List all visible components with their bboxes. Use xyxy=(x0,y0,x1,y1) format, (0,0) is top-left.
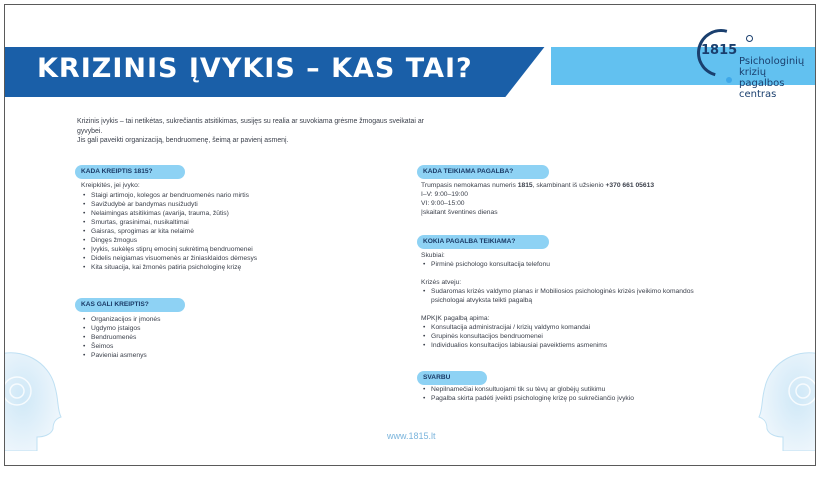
list-item: • Organizacijos ir įmonės xyxy=(81,315,281,324)
section-heading-when-contact: KADA KREIPTIS 1815? xyxy=(75,165,185,179)
how-help-section xyxy=(421,251,711,350)
foreign-phone: +370 661 05613 xyxy=(605,182,655,189)
slide xyxy=(4,4,816,466)
who-contact-section xyxy=(81,315,281,360)
list-item: • Didelis neigiamas visuomenės ar žiniasklaidos dėmesys xyxy=(81,254,401,263)
holiday-note: Įskaitant šventines dienas xyxy=(421,209,498,216)
head-silhouette-left-icon xyxy=(4,343,63,451)
when-contact-lead: Kreipkitės, jei įvyko: xyxy=(81,182,140,189)
hours-saturday: VI: 9:00–15:00 xyxy=(421,200,465,207)
crisis-list xyxy=(421,287,711,305)
intro-line-1: Krizinis įvykis – tai netikėtas, sukrečiantis atsitikimas, susijęs su realia ar suvokiama grėsme žmogaus sveikatai ar gyvybei. xyxy=(77,118,424,135)
logo-1815 xyxy=(697,23,807,100)
website-link[interactable]: www.1815.lt xyxy=(387,431,436,441)
list-item: • Dingęs žmogus xyxy=(81,236,401,245)
when-contact-list xyxy=(81,191,401,272)
list-item: • Bendruomenės xyxy=(81,333,281,342)
list-item: • Kita situacija, kai žmonės patiria psichologinę krizę xyxy=(81,263,401,272)
list-item: • Pagalba skirta padėti įveikti psichologinę krizę po sukrečiančio įvykio xyxy=(421,394,721,403)
section-heading-who-contact: KAS GALI KREIPTIS? xyxy=(75,298,185,312)
list-item: • Įvykis, sukėlęs stiprų emocinį sukrėtimą bendruomenei xyxy=(81,245,401,254)
head-silhouette-right-icon xyxy=(757,343,816,451)
list-item: • Nepilnamečiai konsultuojami tik su tėvų ar globėjų sutikimu xyxy=(421,385,721,394)
logo-dot-icon xyxy=(726,77,732,83)
intro-line-2: Jis gali paveikti organizaciją, bendruomenę, šeimą ar pavienį asmenį. xyxy=(77,137,289,144)
hours-weekdays: I–V: 9:00–19:00 xyxy=(421,191,468,198)
mpkik-label: MPKĮK pagalbą apima: xyxy=(421,315,490,322)
section-heading-when-help: KADA TEIKIAMA PAGALBA? xyxy=(417,165,549,179)
page-title: KRIZINIS ĮVYKIS – KAS TAI? xyxy=(37,53,473,84)
list-item: • Smurtas, grasinimai, nusikaltimai xyxy=(81,218,401,227)
section-heading-important: SVARBU xyxy=(417,371,487,385)
list-item: • Nelaimingas atsitikimas (avarija, trauma, žūtis) xyxy=(81,209,401,218)
crisis-label: Krizės atveju: xyxy=(421,279,462,286)
list-item: • Individualios konsultacijos labiausiai paveiktiems asmenims xyxy=(421,341,711,350)
hotline-line: Trumpasis nemokamas numeris 1815, skambinant iš užsienio +370 661 05613 xyxy=(421,182,655,189)
list-item: • Gaisras, sprogimas ar kita nelaimė xyxy=(81,227,401,236)
important-section xyxy=(421,385,721,403)
list-item: • Pirminė psichologo konsultacija telefonu xyxy=(421,260,711,269)
when-help-section xyxy=(421,181,761,217)
mpkik-list xyxy=(421,323,711,350)
list-item: • Ugdymo įstaigos xyxy=(81,324,281,333)
when-contact-section xyxy=(81,181,401,272)
who-contact-list xyxy=(81,315,281,360)
section-heading-how-help: KOKIA PAGALBA TEIKIAMA? xyxy=(417,235,549,249)
list-item: • Sudaromas krizės valdymo planas ir Mobiliosios psichologinės krizės įveikimo komandos psichologai atvyksta teikti pagalbą xyxy=(421,287,711,305)
list-item: • Savižudybė ar bandymas nusižudyti xyxy=(81,200,401,209)
logo-circle-icon xyxy=(746,35,753,42)
list-item: • Konsultacija administracijai / krizių valdymo komandai xyxy=(421,323,711,332)
urgent-list xyxy=(421,260,711,269)
list-item: • Šeimos xyxy=(81,342,281,351)
logo-text: Psichologinių krizių pagalbos centras xyxy=(739,56,805,100)
intro-text xyxy=(77,117,447,146)
list-item: • Grupinės konsultacijos bendruomenei xyxy=(421,332,711,341)
list-item: • Pavieniai asmenys xyxy=(81,351,281,360)
hotline-number: 1815 xyxy=(517,182,533,189)
logo-number: 1815 xyxy=(701,43,738,58)
list-item: • Staigi artimojo, kolegos ar bendruomenės nario mirtis xyxy=(81,191,401,200)
important-list xyxy=(421,385,721,403)
urgent-label: Skubiai: xyxy=(421,252,445,259)
